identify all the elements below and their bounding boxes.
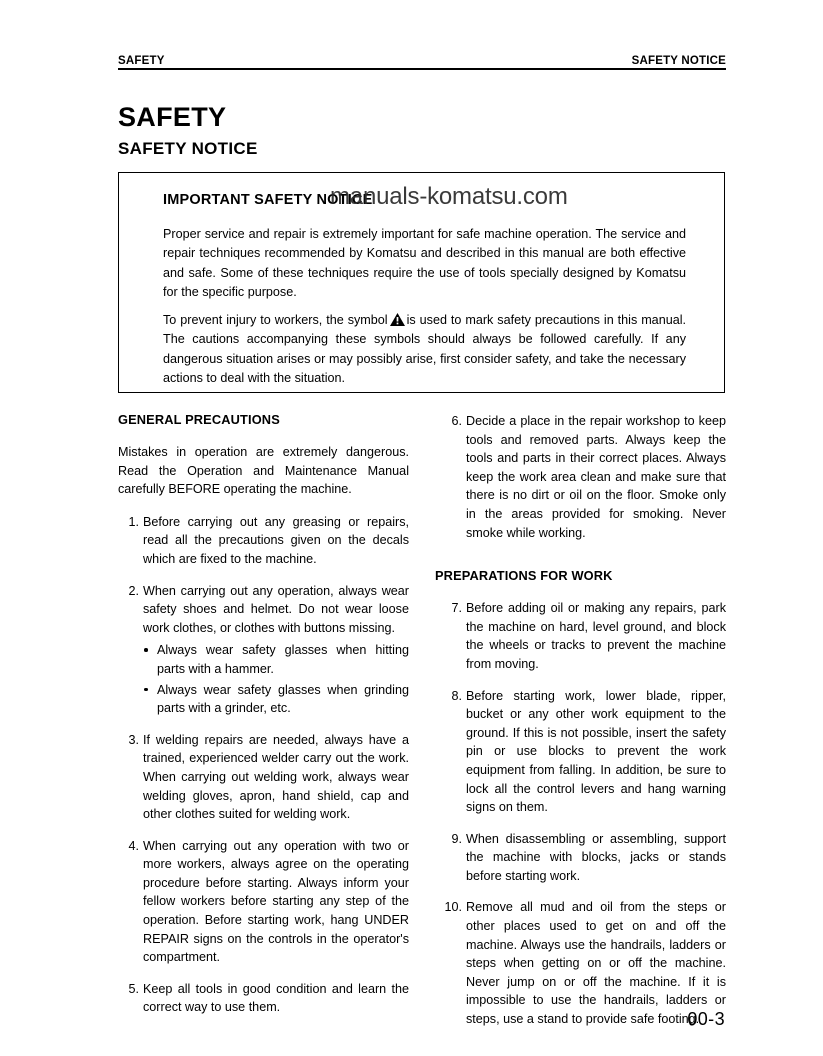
preparations-for-work-heading: PREPARATIONS FOR WORK [435, 568, 613, 584]
list-item-number: 9. [451, 831, 462, 846]
page-title: SAFETY [118, 102, 227, 132]
list-item-text: When carrying out any operation, always wear safety shoes and helmet. Do not wear loose work clothes, or clothes with buttons missing. [143, 583, 409, 635]
list-item-number: 8. [451, 688, 462, 703]
general-precautions-list-continued [435, 412, 726, 542]
list-item [118, 582, 409, 718]
list-item-text: When disassembling or assembling, support the machine with blocks, jacks or stands before starting work. [466, 831, 726, 883]
bullet-text: Always wear safety glasses when grinding parts with a grinder, etc. [157, 682, 409, 716]
notice-paragraph-1: Proper service and repair is extremely important for safe machine operation. The service and repair techniques recommended by Komatsu and described in this manual are both effective and safe. Some of these techniques require the use of tools specially designed by Komatsu for the specific purpose. [163, 227, 686, 299]
list-item-text: When carrying out any operation with two or more workers, always agree on the operating procedure before starting. Always inform your fellow workers before starting any step of the operation. Before starting work, hang UNDER REPAIR signs on the controls in the operator's compartment. [143, 838, 409, 965]
header-left-text: SAFETY [118, 55, 165, 67]
notice-paragraph-2-before: To prevent injury to workers, the symbol [163, 313, 388, 327]
list-item-text: Before adding oil or making any repairs, park the machine on hard, level ground, and block the wheels or tracks to prevent the machine from moving. [466, 601, 726, 671]
list-item [143, 681, 409, 718]
preparations-for-work-list [435, 599, 726, 1028]
list-item-sub-bullets [143, 641, 409, 717]
list-item-text: Before starting work, lower blade, ripper, bucket or any other work equipment to the ground. If this is not possible, insert the safety pin or use blocks to prevent the work equipment from falling. In addition, be sure to lock all the control levers and hang warning signs on them. [466, 688, 726, 815]
list-item-number: 7. [451, 601, 462, 616]
list-item-text: Keep all tools in good condition and learn the correct way to use them. [143, 981, 409, 1015]
list-item-number: 10. [444, 900, 462, 915]
bullet-dot-icon [144, 688, 148, 692]
list-item [118, 837, 409, 967]
list-item-text: Remove all mud and oil from the steps or other places used to get on and off the machine. Always use the handrails, ladders or steps when getting on or off the machine. Never jump on or off the machine. If it is impossible to use the handrails, ladders or steps, use a stand to provide safe footing. [466, 900, 726, 1027]
warning-triangle-icon [390, 313, 405, 326]
list-item [435, 412, 726, 542]
list-item-number: 1. [128, 514, 139, 529]
left-column [118, 412, 409, 1030]
bullet-dot-icon [144, 648, 148, 652]
list-item-text: Decide a place in the repair workshop to keep tools and removed parts. Always keep the tools and parts in their correct places. Always keep the work area clean and make sure that there is no dirt or oil on the floor. Smoke only in the areas provided for smoking. Never smoke while working. [466, 414, 726, 540]
general-precautions-heading: GENERAL PRECAUTIONS [118, 412, 280, 427]
right-column [435, 412, 726, 1042]
header-rule [118, 68, 726, 70]
notice-box-title: IMPORTANT SAFETY NOTICE [163, 192, 373, 208]
page-number: 00-3 [687, 1009, 725, 1029]
list-item-number: 6. [451, 414, 462, 428]
list-item [435, 599, 726, 673]
list-item-number: 5. [128, 981, 139, 996]
bullet-text: Always wear safety glasses when hitting parts with a hammer. [157, 643, 409, 676]
notice-paragraph-2-after: is used to mark safety precautions in this manual. The cautions accompanying these symbols should always be followed carefully. If any dangerous situation arises or may possibly arise, first consider safety, and take the necessary actions to deal with the situation. [163, 313, 686, 385]
list-item [118, 731, 409, 824]
list-item [143, 641, 409, 678]
list-item [435, 898, 726, 1028]
list-item-text: Before carrying out any greasing or repairs, read all the precautions given on the decals which are fixed to the machine. [143, 514, 409, 566]
page-subtitle: SAFETY NOTICE [118, 139, 258, 158]
list-item-number: 4. [128, 838, 139, 853]
notice-paragraph-2 [163, 311, 686, 388]
list-item [435, 830, 726, 886]
list-item-number: 2. [128, 583, 139, 598]
site-watermark: manuals-komatsu.com [330, 183, 568, 210]
list-item-number: 3. [128, 732, 139, 747]
list-item [118, 980, 409, 1017]
header-right-text: SAFETY NOTICE [631, 55, 726, 67]
list-item-text: If welding repairs are needed, always have a trained, experienced welder carry out the work. When carrying out welding work, always wear welding gloves, apron, hand shield, cap and other clothes suited for welding work. [143, 732, 409, 822]
list-item [118, 513, 409, 569]
running-header [118, 48, 726, 70]
general-precautions-list [118, 513, 409, 1017]
general-precautions-intro: Mistakes in operation are extremely dangerous. Read the Operation and Maintenance Manual carefully BEFORE operating the machine. [118, 445, 409, 497]
list-item [435, 687, 726, 817]
